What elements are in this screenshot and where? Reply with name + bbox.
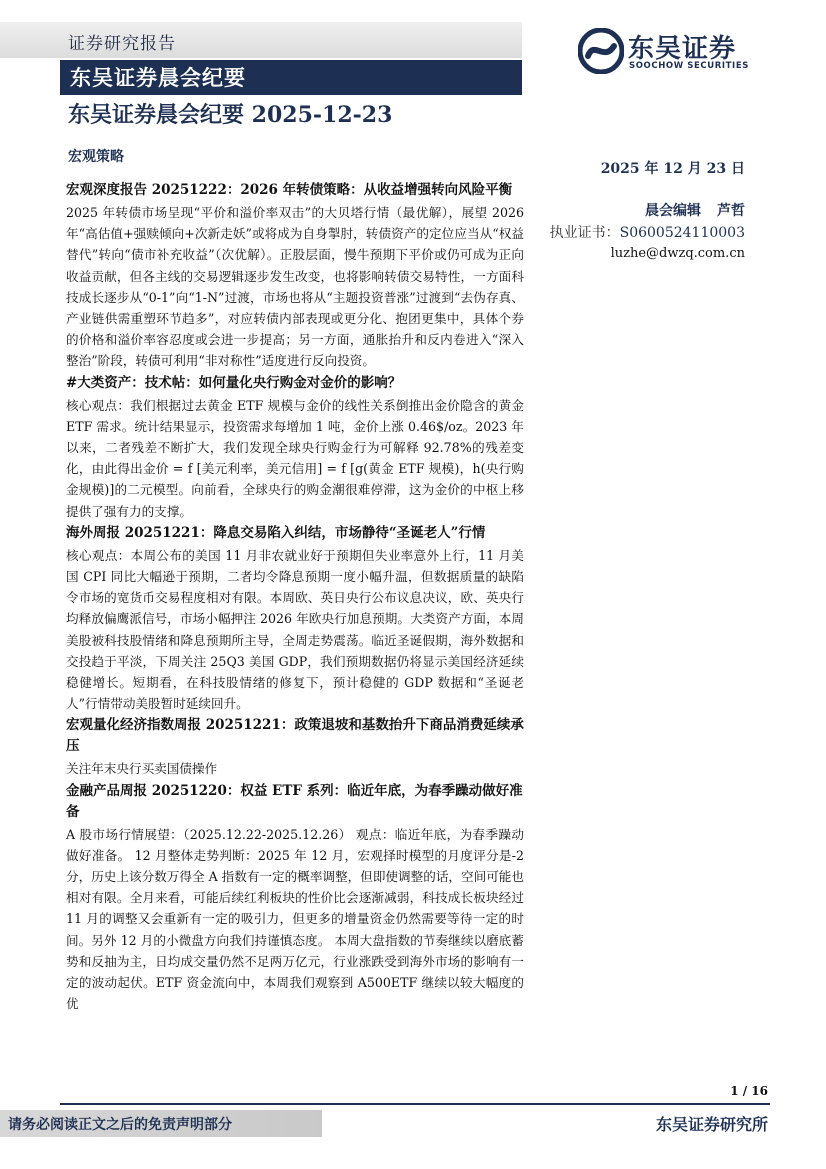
section-title: 金融产品周报 20251220：权益 ETF 系列：临近年底，为春季躁动做好准备 (66, 782, 523, 820)
disclaimer-notice: 请务必阅读正文之后的免责声明部分 (8, 1117, 232, 1133)
document-title: 东吴证券晨会纪要 2025-12-23 (68, 102, 393, 128)
report-date: 2025 年 12 月 23 日 (600, 161, 745, 177)
series-title: 东吴证券晨会纪要 (70, 65, 246, 90)
logo-chinese-name: 东吴证券 (628, 34, 737, 64)
section-title: #大类资产：技术帖：如何量化央行购金对金价的影响？ (66, 374, 402, 391)
institute-name: 东吴证券研究所 (655, 1115, 768, 1134)
section-body: 核心观点：我们根据过去黄金 ETF 规模与金价的线性关系倒推出金价隐含的黄金 ETF 需求。统计结果显示，投资需求每增加 1 吨，金价上涨 0.46$/oz。2023 年以来，二者残差不断扩大，我们发现全球央行购金行为可解释 92.78%的残差变化，由此得出金价 = f [美元利率，美元信用] = f [g(黄金 ETF 规模)，h(央行购金规模)]的二元模型。向前看，全球央行的购金潮很难停滞，这为金价的中枢上移提供了强有力的支撑。 (66, 397, 524, 519)
section (66, 180, 524, 372)
section-title: 宏观深度报告 20251222：2026 年转债策略：从收益增强转向风险平衡 (66, 182, 513, 198)
editor-info (540, 200, 745, 220)
section-tag: 宏观策略 (68, 149, 124, 165)
section-title: 宏观量化经济指数周报 20251221：政策退坡和基数抬升下商品消费延续承压 (66, 717, 524, 755)
logo-english-name: SOOCHOW SECURITIES (629, 61, 749, 71)
certificate-number: S0600524110003 (619, 225, 745, 241)
editor-email: luzhe@dwzq.com.cn (610, 246, 745, 261)
page-number: 1 / 16 (730, 1084, 768, 1098)
editor-name: 芦哲 (717, 203, 745, 219)
section (66, 781, 524, 1015)
main-content (66, 180, 524, 1070)
report-type-label: 证券研究报告 (68, 34, 176, 54)
certificate-label: 执业证书： (549, 225, 620, 241)
section (66, 715, 524, 779)
section-body: 关注年末央行买卖国债操作 (66, 761, 218, 777)
editor-role: 晨会编辑 (645, 203, 701, 219)
footer-divider (60, 1103, 770, 1105)
certificate-info (540, 222, 745, 242)
section-body: 2025 年转债市场呈现“平价和溢价率双击”的大贝塔行情（最优解），展望 2026 年“高估值+强赎倾向+次新走妖”或将成为自身掣肘，转债资产的定位应当从“权益替代”转向“债市补充收益”（次优解）。正股层面，慢牛预期下平价或仍可成为正向收益贡献，但各主线的交易逻辑逐步发生改变，也将影响转债交易特性，一方面科技成长逐步从“0-1”向“1-N”过渡，市场也将从“主题投资普涨”过渡到“去伪存真、产业链供需重塑环节趋多”，对应转债内部表现或更分化、抱团更集中，具体个券的价格和溢价率容忍度或会进一步提高；另一方面，通胀抬升和反内卷进入“深入整治”阶段，转债可利用“非对称性”适度进行反向投资。 (66, 205, 524, 369)
section-body: 核心观点：本周公布的美国 11 月非农就业好于预期但失业率意外上行，11 月美国 CPI 同比大幅逊于预期，二者均令降息预期一度小幅升温，但数据质量的缺陷令市场的宽货币交易程度相对有限。本周欧、英日央行公布议息决议，欧、英央行均释放偏鹰派信号，市场小幅押注 2026 年欧央行加息预期。大类资产方面，本周美股被科技股情绪和降息预期所主导，全周走势震荡。临近圣诞假期，海外数据和交投趋于平淡，下周关注 25Q3 美国 GDP，我们预期数据仍将显示美国经济延续稳健增长。短期看，在科技股情绪的修复下，预计稳健的 GDP 数据和“圣诞老人”行情带动美股暂时延续回升。 (66, 547, 524, 712)
section (66, 373, 524, 522)
section (66, 523, 524, 715)
company-logo (578, 28, 758, 76)
soochow-logo-icon (578, 28, 624, 74)
section-title: 海外周报 20251221：降息交易陷入纠结，市场静待“圣诞老人”行情 (66, 524, 486, 541)
section-body: A 股市场行情展望：（2025.12.22-2025.12.26） 观点：临近年底，为春季躁动做好准备。 12 月整体走势判断：2025 年 12 月，宏观择时模型的月度评分是-2 分，历史上该分数万得全 A 指数有一定的概率调整，但即使调整的话，空间可能也相对有限。全月来看，可能后续红利板块的性价比会逐渐减弱，科技成长板块经过 11 月的调整又会重新有一定的吸引力，但更多的增量资金仍然需要等待一定的时间。另外 12 月的小微盘方向我们持谨慎态度。 本周大盘指数的节奏继续以磨底蓄势和反抽为主，日均成交量仍然不足两万亿元，行业涨跌受到海外市场的影响有一定的波动起伏。ETF 资金流向中，本周我们观察到 A500ETF 继续以较大幅度的优 (66, 826, 524, 1012)
